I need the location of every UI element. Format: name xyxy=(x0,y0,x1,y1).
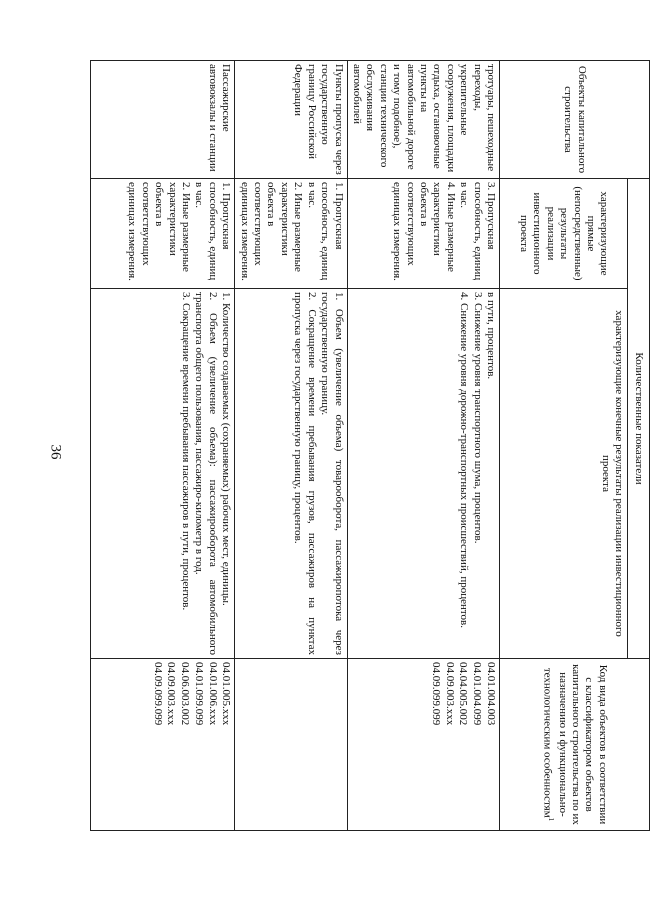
header-final-results: характеризующие конечные результаты реализации инвестиционного проекта xyxy=(500,289,628,659)
cell-codes-empty xyxy=(235,659,347,831)
final-item: 3. Сокращение времени пребывания пассажиров в пути, процентов. xyxy=(180,292,193,611)
code-item: 04.09.099.099 xyxy=(151,662,164,726)
code-item: 04.01.004.003 xyxy=(485,662,497,726)
direct-item: 4. Иные размерные характеристики объекта в соответствующих единицах измерения. xyxy=(391,182,457,281)
cell-object: Пункты пропуска через государственную границу Российской Федерации xyxy=(235,61,347,179)
direct-item: 2. Иные размерные характеристики объекта в соответствующих единицах измерения. xyxy=(238,182,305,281)
header-objects: Объекты капитального строительства xyxy=(500,61,650,179)
code-item: 04.09.003.xxx xyxy=(443,662,456,726)
cell-codes xyxy=(347,659,499,831)
cell-direct xyxy=(347,179,499,289)
code-item: 04.01.005.xxx xyxy=(220,662,233,726)
direct-item: 2. Иные размерные характеристики объекта в соответствующих единицах измерения. xyxy=(126,182,193,281)
table-row xyxy=(91,61,235,831)
code-item: 04.01.099.099 xyxy=(192,662,205,726)
final-item: 3. Снижение уровня транспортного шума, процентов. xyxy=(471,292,484,544)
final-item: в пути, процентов. xyxy=(485,292,497,380)
cell-object: тротуары, пешеходные переходы, укрепительные сооружения, площадки отдыха, остановочные пункты на автомобильной дороге и тому подобное), станции технического обслуживания автомобилей xyxy=(347,61,499,179)
header-direct-results: характеризующие прямые (непосредственные) результаты реализации инвестиционного проекта xyxy=(500,179,628,289)
table-row xyxy=(347,61,499,831)
final-item: 1. Объем (увеличение объема) товарооборота, пассажиропотока через государственную границу. xyxy=(319,292,345,656)
final-item: 2. Объем (увеличение объема): пассажирооборота автомобильного транспорта общего пользования, пассажиро-километр в год. xyxy=(193,292,219,656)
indicators-table xyxy=(90,60,650,831)
code-item: 04.09.099.099 xyxy=(430,662,442,726)
code-item: 04.09.003.xxx xyxy=(165,662,178,726)
cell-direct xyxy=(235,179,347,289)
cell-final xyxy=(91,289,235,659)
code-item: 04.01.006.xxx xyxy=(206,662,219,726)
rotated-table-container xyxy=(90,60,650,830)
code-item: 04.06.003.002 xyxy=(179,662,192,726)
direct-item: 1. Пропускная способность, единиц в час. xyxy=(193,182,233,281)
cell-codes xyxy=(91,659,235,831)
table-row xyxy=(235,61,347,831)
header-code xyxy=(500,659,650,831)
header-quantitative-indicators: Количественные показатели xyxy=(628,179,650,659)
code-item: 04.04.005.002 xyxy=(457,662,470,726)
header-code-text: Код вида объектов в соответствии с классификатором объектов капитального строительства по их назначению и функционально-технологическим особенностям xyxy=(541,664,609,825)
direct-item: 3. Пропускная способность, единиц в час. xyxy=(458,182,497,281)
code-item: 04.01.004.099 xyxy=(471,662,484,726)
final-item: 1. Количество создаваемых (сохраняемых) рабочих мест, единицы. xyxy=(220,292,233,606)
final-item: 2. Сокращение времени пребывания грузов, пассажиров на пунктах пропуска через государственную границу, процентов. xyxy=(292,292,318,656)
footnote-mark: 1 xyxy=(547,817,556,822)
landscape-sheet xyxy=(90,60,650,830)
cell-final xyxy=(347,289,499,659)
cell-object: Пассажирские автовокзалы и станции xyxy=(91,61,235,179)
page-number: 36 xyxy=(47,444,64,460)
direct-item: 1. Пропускная способность, единиц в час. xyxy=(305,182,345,281)
final-item: 4. Снижение уровня дорожно-транспортных происшествий, процентов. xyxy=(458,292,471,628)
cell-final xyxy=(235,289,347,659)
cell-direct xyxy=(91,179,235,289)
